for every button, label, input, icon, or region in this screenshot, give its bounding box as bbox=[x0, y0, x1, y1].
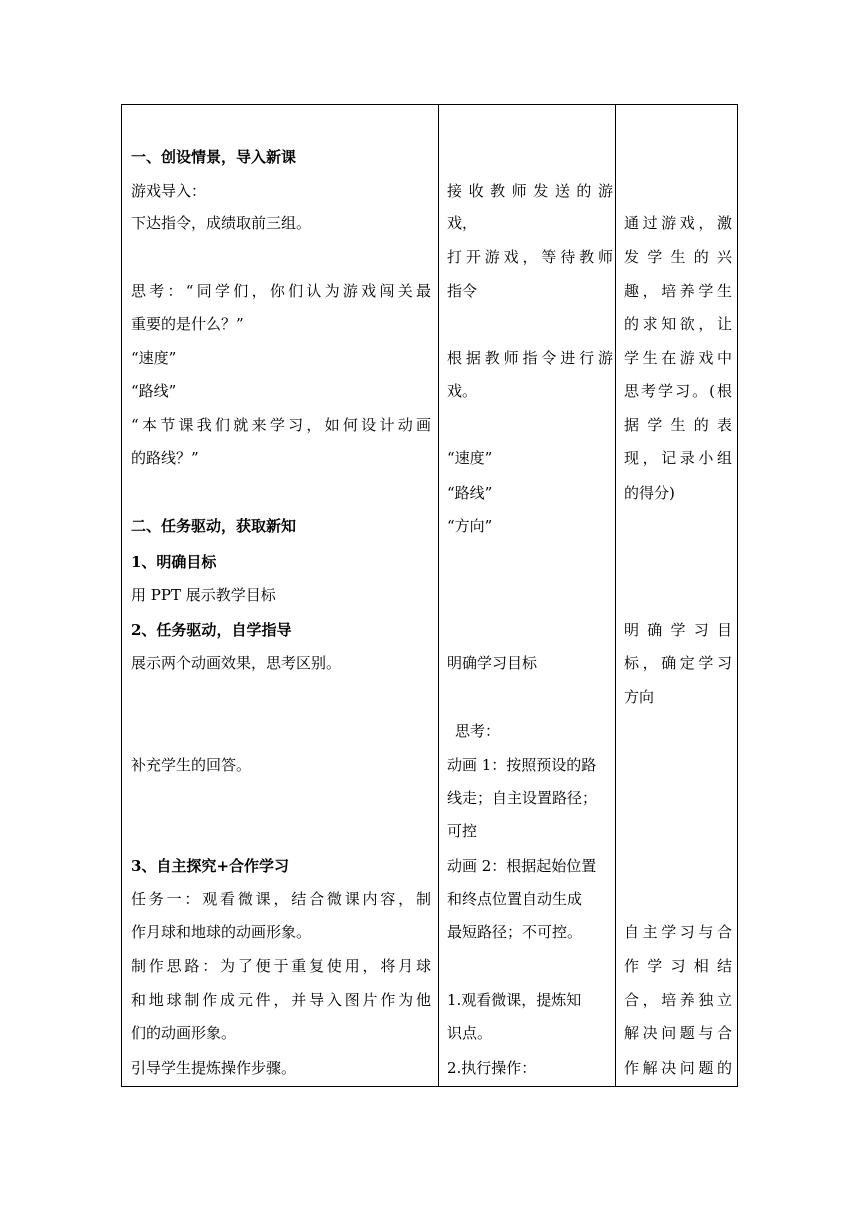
subsection-heading: 2、任务驱动，自学指导 bbox=[131, 621, 292, 639]
intent-line: 作学习相结 bbox=[624, 957, 732, 975]
intent-line: 思考学习。(根 bbox=[624, 382, 732, 400]
student-line: 思考： bbox=[455, 722, 501, 740]
activity-line: 的路线？” bbox=[131, 449, 199, 467]
student-line: 接收教师发送的游 bbox=[447, 182, 613, 200]
design-intent-column bbox=[624, 105, 732, 1086]
intent-line: 方向 bbox=[624, 688, 655, 706]
intent-line: 标，确定学习 bbox=[624, 654, 732, 672]
intent-line: 发学生的兴 bbox=[624, 248, 732, 266]
activity-line: 重要的是什么？” bbox=[131, 315, 244, 333]
student-line: 打开游戏，等待教师 bbox=[447, 248, 613, 266]
student-line: “速度” bbox=[447, 449, 493, 467]
student-line: 指令 bbox=[447, 282, 478, 300]
activity-line: “路线” bbox=[131, 382, 177, 400]
activity-line: 展示两个动画效果，思考区别。 bbox=[131, 654, 342, 672]
subsection-heading: 1、明确目标 bbox=[131, 553, 217, 571]
activity-line: 制作思路：为了便于重复使用，将月球 bbox=[131, 957, 431, 975]
section-heading: 一、创设情景，导入新课 bbox=[131, 148, 297, 166]
student-line: 1.观看微课，提炼知 bbox=[447, 991, 582, 1009]
intent-line: 合，培养独立 bbox=[624, 991, 732, 1009]
intent-line: 通过游戏，激 bbox=[624, 214, 732, 232]
student-line: 可控 bbox=[447, 822, 478, 840]
student-line: 动画 1：按照预设的路 bbox=[447, 756, 597, 774]
student-line: “方向” bbox=[447, 517, 493, 535]
intent-line: 作解决问题的 bbox=[624, 1059, 732, 1077]
student-line: 线走；自主设置路径； bbox=[447, 789, 598, 807]
column-divider-1 bbox=[438, 105, 439, 1086]
student-line: “路线” bbox=[447, 484, 493, 502]
intent-line: 趣，培养学生 bbox=[624, 282, 732, 300]
intent-line: 现，记录小组 bbox=[624, 449, 732, 467]
teacher-activity-column bbox=[131, 105, 431, 1086]
student-line: 和终点位置自动生成 bbox=[447, 890, 583, 908]
activity-line: 补充学生的回答。 bbox=[131, 756, 252, 774]
student-activity-column bbox=[447, 105, 613, 1086]
student-line: 识点。 bbox=[447, 1024, 493, 1042]
subsection-heading: 3、自主探究+合作学习 bbox=[131, 857, 290, 875]
activity-line: 任务一：观看微课，结合微课内容，制 bbox=[131, 890, 431, 908]
intent-line: 的得分) bbox=[624, 484, 675, 502]
activity-line: 用 PPT 展示教学目标 bbox=[131, 586, 276, 604]
student-line: 根据教师指令进行游 bbox=[447, 349, 613, 367]
student-line: 最短路径；不可控。 bbox=[447, 923, 583, 941]
activity-line: 们的动画形象。 bbox=[131, 1024, 237, 1042]
lesson-plan-table bbox=[121, 104, 738, 1087]
activity-line: 引导学生提炼操作步骤。 bbox=[131, 1059, 297, 1077]
intent-line: 自主学习与合 bbox=[624, 923, 732, 941]
student-line: 明确学习目标 bbox=[447, 654, 538, 672]
activity-line: 作月球和地球的动画形象。 bbox=[131, 923, 312, 941]
activity-line: 下达指令，成绩取前三组。 bbox=[131, 214, 312, 232]
activity-line: 思考：“同学们，你们认为游戏闯关最 bbox=[131, 282, 431, 300]
intent-line: 据学生的表 bbox=[624, 416, 732, 434]
intent-line: 学生在游戏中 bbox=[624, 349, 732, 367]
student-line: 动画 2：根据起始位置 bbox=[447, 857, 597, 875]
activity-line: 游戏导入： bbox=[131, 182, 207, 200]
activity-line: “速度” bbox=[131, 349, 177, 367]
intent-line: 明确学习目 bbox=[624, 621, 732, 639]
student-line: 戏。 bbox=[447, 382, 478, 400]
intent-line: 解决问题与合 bbox=[624, 1024, 732, 1042]
student-line: 戏， bbox=[447, 214, 478, 232]
section-heading: 二、任务驱动，获取新知 bbox=[131, 517, 297, 535]
column-divider-2 bbox=[615, 105, 616, 1086]
activity-line: 和地球制作成元件，并导入图片作为他 bbox=[131, 991, 431, 1009]
student-line: 2.执行操作： bbox=[447, 1059, 537, 1077]
activity-line: “本节课我们就来学习，如何设计动画 bbox=[131, 416, 431, 434]
intent-line: 的求知欲，让 bbox=[624, 315, 732, 333]
